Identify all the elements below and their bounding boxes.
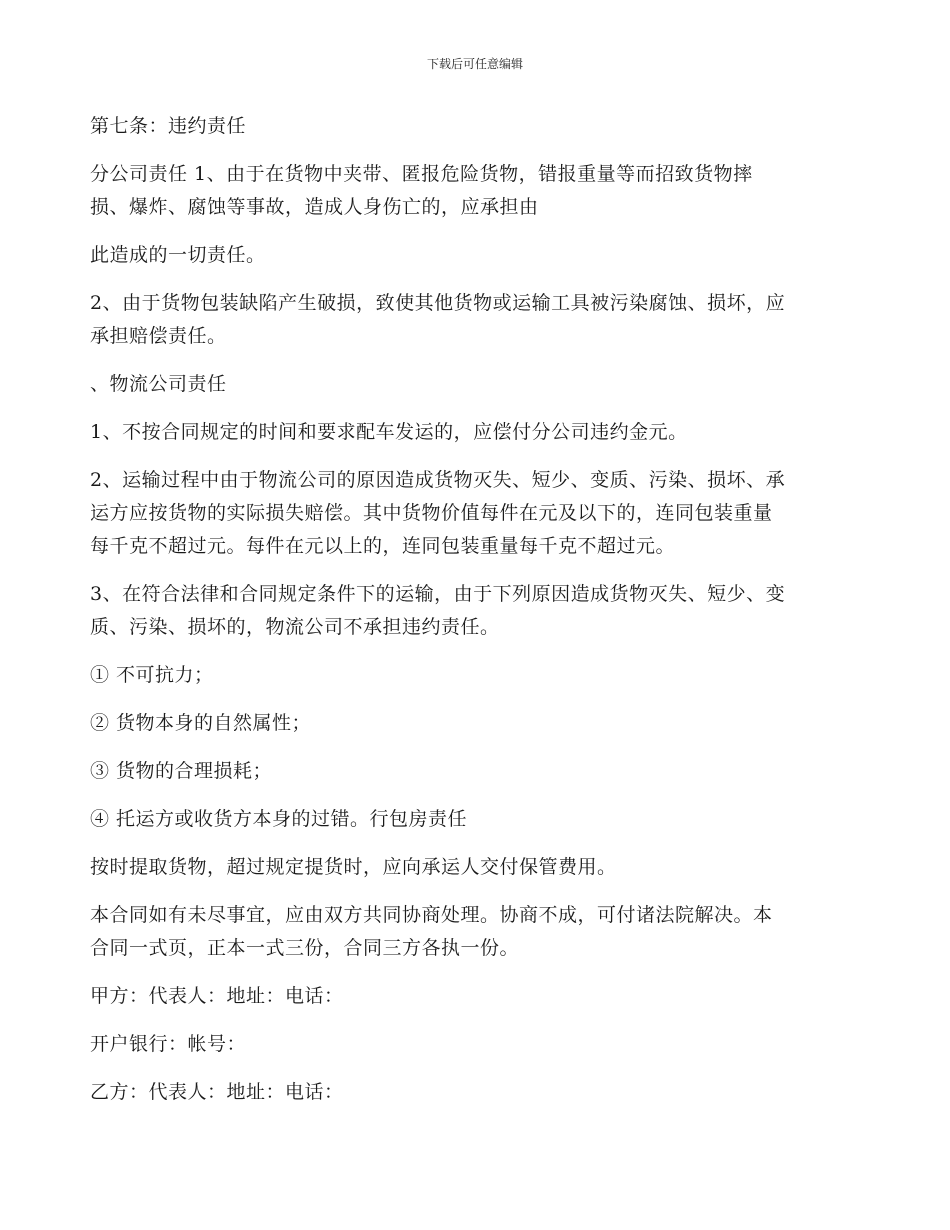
text-line: 乙方：代表人：地址：电话： bbox=[90, 1081, 344, 1103]
text-line: ④ 托运方或收货方本身的过错。行包房责任 bbox=[90, 808, 468, 830]
text-line: 3、在符合法律和合同规定条件下的运输，由于下列原因造成货物灭失、短少、变 bbox=[90, 583, 786, 605]
text-line: 合同一式页，正本一式三份，合同三方各执一份。 bbox=[90, 937, 520, 959]
text-line: 分公司责任 1、由于在货物中夹带、匿报危险货物，错报重量等而招致货物摔 bbox=[90, 163, 753, 185]
text-line: 质、污染、损坏的，物流公司不承担违约责任。 bbox=[90, 616, 500, 638]
paragraph bbox=[90, 158, 865, 224]
list-item bbox=[90, 707, 865, 740]
article-heading bbox=[90, 110, 865, 143]
text-line: 开户银行：帐号： bbox=[90, 1033, 247, 1055]
paragraph bbox=[90, 851, 865, 884]
text-line: 按时提取货物，超过规定提货时，应向承运人交付保管费用。 bbox=[90, 856, 617, 878]
paragraph bbox=[90, 287, 865, 353]
signature-line-party-a bbox=[90, 980, 865, 1013]
text-line: ② 货物本身的自然属性； bbox=[90, 712, 312, 734]
text-line: 第七条：违约责任 bbox=[90, 115, 247, 137]
text-line: 1、不按合同规定的时间和要求配车发运的，应偿付分公司违约金元。 bbox=[90, 421, 688, 443]
list-item bbox=[90, 659, 865, 692]
text-line: 每千克不超过元。每件在元以上的，连同包装重量每千克不超过元。 bbox=[90, 535, 676, 557]
list-item bbox=[90, 803, 865, 836]
text-line: 本合同如有未尽事宜，应由双方共同协商处理。协商不成，可付诸法院解决。本 bbox=[90, 904, 773, 926]
text-line: 承担赔偿责任。 bbox=[90, 325, 227, 347]
paragraph bbox=[90, 899, 865, 965]
text-line: 此造成的一切责任。 bbox=[90, 244, 266, 266]
paragraph bbox=[90, 416, 865, 449]
text-line: ③ 货物的合理损耗； bbox=[90, 760, 273, 782]
section-heading bbox=[90, 368, 865, 401]
page-header: 下载后可任意编辑 bbox=[426, 57, 523, 71]
paragraph bbox=[90, 464, 865, 563]
text-line: ① 不可抗力； bbox=[90, 664, 214, 686]
bank-info-line bbox=[90, 1028, 865, 1061]
text-line: 2、由于货物包装缺陷产生破损，致使其他货物或运输工具被污染腐蚀、损坏，应 bbox=[90, 292, 786, 314]
list-item bbox=[90, 755, 865, 788]
text-line: 运方应按货物的实际损失赔偿。其中货物价值每件在元及以下的，连同包装重量 bbox=[90, 502, 773, 524]
paragraph bbox=[90, 578, 865, 644]
text-line: 、物流公司责任 bbox=[90, 373, 227, 395]
text-line: 2、运输过程中由于物流公司的原因造成货物灭失、短少、变质、污染、损坏、承 bbox=[90, 469, 786, 491]
signature-line-party-b bbox=[90, 1076, 865, 1109]
document-body bbox=[90, 110, 865, 1124]
paragraph bbox=[90, 239, 865, 272]
text-line: 甲方：代表人：地址：电话： bbox=[90, 985, 344, 1007]
text-line: 损、爆炸、腐蚀等事故，造成人身伤亡的，应承担由 bbox=[90, 196, 539, 218]
